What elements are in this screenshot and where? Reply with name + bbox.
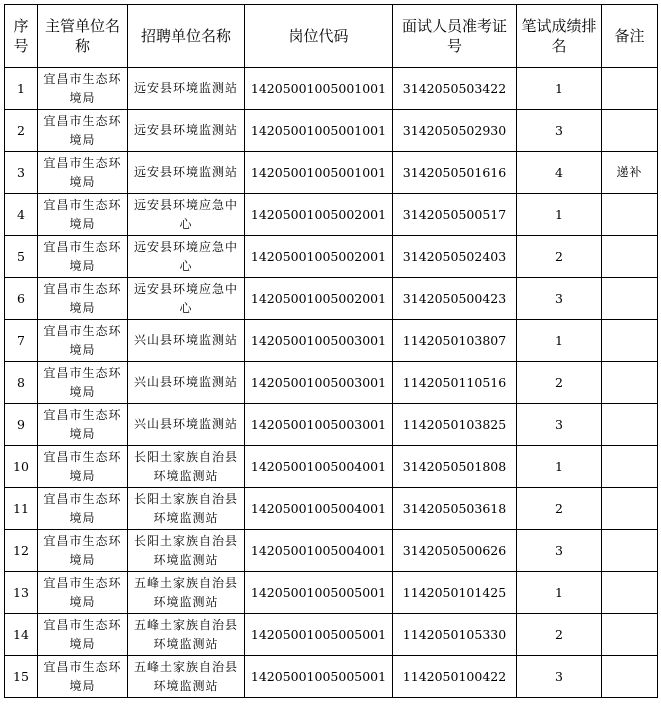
- position-code-cell: 14205001005003001: [245, 404, 393, 446]
- admission-ticket-cell: 3142050500517: [393, 194, 517, 236]
- table-row: [5, 446, 658, 488]
- supervising-unit-cell: 宜昌市生态环境局: [38, 530, 128, 572]
- position-code-cell: 14205001005003001: [245, 320, 393, 362]
- header-admission-ticket-number: 面试人员准考证号: [393, 5, 517, 68]
- remarks-cell: [602, 614, 658, 656]
- written-exam-rank-cell: 2: [517, 614, 602, 656]
- serial-number-cell: 2: [5, 110, 38, 152]
- admission-ticket-cell: 1142050110516: [393, 362, 517, 404]
- admission-ticket-cell: 3142050503618: [393, 488, 517, 530]
- remarks-cell: [602, 194, 658, 236]
- recruiting-unit-cell: 远安县环境监测站: [128, 110, 245, 152]
- serial-number-cell: 6: [5, 278, 38, 320]
- written-exam-rank-cell: 2: [517, 362, 602, 404]
- table-row: [5, 572, 658, 614]
- recruiting-unit-cell: 兴山县环境监测站: [128, 320, 245, 362]
- remarks-cell: [602, 404, 658, 446]
- position-code-cell: 14205001005004001: [245, 530, 393, 572]
- table-body: [5, 68, 658, 698]
- interview-list-table: [4, 4, 658, 698]
- recruiting-unit-cell: 五峰土家族自治县环境监测站: [128, 572, 245, 614]
- supervising-unit-cell: 宜昌市生态环境局: [38, 572, 128, 614]
- written-exam-rank-cell: 4: [517, 152, 602, 194]
- recruiting-unit-cell: 五峰土家族自治县环境监测站: [128, 656, 245, 698]
- supervising-unit-cell: 宜昌市生态环境局: [38, 152, 128, 194]
- position-code-cell: 14205001005005001: [245, 572, 393, 614]
- supervising-unit-cell: 宜昌市生态环境局: [38, 278, 128, 320]
- header-serial-number: 序号: [5, 5, 38, 68]
- serial-number-cell: 4: [5, 194, 38, 236]
- written-exam-rank-cell: 1: [517, 194, 602, 236]
- admission-ticket-cell: 3142050500423: [393, 278, 517, 320]
- position-code-cell: 14205001005001001: [245, 152, 393, 194]
- table-row: [5, 488, 658, 530]
- serial-number-cell: 14: [5, 614, 38, 656]
- written-exam-rank-cell: 1: [517, 68, 602, 110]
- written-exam-rank-cell: 1: [517, 446, 602, 488]
- written-exam-rank-cell: 2: [517, 236, 602, 278]
- header-row: [5, 5, 658, 68]
- recruiting-unit-cell: 长阳土家族自治县环境监测站: [128, 446, 245, 488]
- serial-number-cell: 11: [5, 488, 38, 530]
- table-header: [5, 5, 658, 68]
- admission-ticket-cell: 1142050103825: [393, 404, 517, 446]
- table-row: [5, 236, 658, 278]
- written-exam-rank-cell: 3: [517, 110, 602, 152]
- serial-number-cell: 8: [5, 362, 38, 404]
- table-row: [5, 656, 658, 698]
- table-row: [5, 152, 658, 194]
- position-code-cell: 14205001005004001: [245, 488, 393, 530]
- table-row: [5, 68, 658, 110]
- written-exam-rank-cell: 1: [517, 572, 602, 614]
- table-row: [5, 614, 658, 656]
- recruiting-unit-cell: 远安县环境应急中心: [128, 236, 245, 278]
- remarks-cell: [602, 446, 658, 488]
- position-code-cell: 14205001005001001: [245, 110, 393, 152]
- serial-number-cell: 15: [5, 656, 38, 698]
- serial-number-cell: 13: [5, 572, 38, 614]
- table-row: [5, 362, 658, 404]
- serial-number-cell: 7: [5, 320, 38, 362]
- supervising-unit-cell: 宜昌市生态环境局: [38, 404, 128, 446]
- header-supervising-unit: 主管单位名称: [38, 5, 128, 68]
- serial-number-cell: 3: [5, 152, 38, 194]
- recruiting-unit-cell: 五峰土家族自治县环境监测站: [128, 614, 245, 656]
- position-code-cell: 14205001005005001: [245, 656, 393, 698]
- supervising-unit-cell: 宜昌市生态环境局: [38, 656, 128, 698]
- admission-ticket-cell: 3142050502403: [393, 236, 517, 278]
- recruiting-unit-cell: 长阳土家族自治县环境监测站: [128, 488, 245, 530]
- remarks-cell: [602, 320, 658, 362]
- header-remarks: 备注: [602, 5, 658, 68]
- admission-ticket-cell: 3142050501616: [393, 152, 517, 194]
- written-exam-rank-cell: 3: [517, 530, 602, 572]
- admission-ticket-cell: 1142050100422: [393, 656, 517, 698]
- position-code-cell: 14205001005002001: [245, 278, 393, 320]
- recruiting-unit-cell: 兴山县环境监测站: [128, 404, 245, 446]
- supervising-unit-cell: 宜昌市生态环境局: [38, 362, 128, 404]
- recruiting-unit-cell: 远安县环境监测站: [128, 68, 245, 110]
- serial-number-cell: 10: [5, 446, 38, 488]
- recruiting-unit-cell: 长阳土家族自治县环境监测站: [128, 530, 245, 572]
- serial-number-cell: 9: [5, 404, 38, 446]
- written-exam-rank-cell: 3: [517, 404, 602, 446]
- position-code-cell: 14205001005002001: [245, 194, 393, 236]
- admission-ticket-cell: 1142050101425: [393, 572, 517, 614]
- supervising-unit-cell: 宜昌市生态环境局: [38, 68, 128, 110]
- table-row: [5, 530, 658, 572]
- written-exam-rank-cell: 3: [517, 278, 602, 320]
- table-row: [5, 404, 658, 446]
- serial-number-cell: 12: [5, 530, 38, 572]
- table-row: [5, 320, 658, 362]
- recruiting-unit-cell: 兴山县环境监测站: [128, 362, 245, 404]
- admission-ticket-cell: 3142050503422: [393, 68, 517, 110]
- position-code-cell: 14205001005005001: [245, 614, 393, 656]
- admission-ticket-cell: 1142050105330: [393, 614, 517, 656]
- remarks-cell: [602, 110, 658, 152]
- position-code-cell: 14205001005004001: [245, 446, 393, 488]
- written-exam-rank-cell: 1: [517, 320, 602, 362]
- position-code-cell: 14205001005001001: [245, 68, 393, 110]
- supervising-unit-cell: 宜昌市生态环境局: [38, 320, 128, 362]
- supervising-unit-cell: 宜昌市生态环境局: [38, 614, 128, 656]
- admission-ticket-cell: 1142050103807: [393, 320, 517, 362]
- recruiting-unit-cell: 远安县环境监测站: [128, 152, 245, 194]
- written-exam-rank-cell: 3: [517, 656, 602, 698]
- remarks-cell: 递补: [602, 152, 658, 194]
- table-row: [5, 278, 658, 320]
- serial-number-cell: 5: [5, 236, 38, 278]
- admission-ticket-cell: 3142050500626: [393, 530, 517, 572]
- supervising-unit-cell: 宜昌市生态环境局: [38, 194, 128, 236]
- remarks-cell: [602, 362, 658, 404]
- table-row: [5, 110, 658, 152]
- header-position-code: 岗位代码: [245, 5, 393, 68]
- header-recruiting-unit: 招聘单位名称: [128, 5, 245, 68]
- admission-ticket-cell: 3142050501808: [393, 446, 517, 488]
- position-code-cell: 14205001005003001: [245, 362, 393, 404]
- table-row: [5, 194, 658, 236]
- written-exam-rank-cell: 2: [517, 488, 602, 530]
- supervising-unit-cell: 宜昌市生态环境局: [38, 488, 128, 530]
- admission-ticket-cell: 3142050502930: [393, 110, 517, 152]
- remarks-cell: [602, 572, 658, 614]
- supervising-unit-cell: 宜昌市生态环境局: [38, 446, 128, 488]
- serial-number-cell: 1: [5, 68, 38, 110]
- remarks-cell: [602, 656, 658, 698]
- recruiting-unit-cell: 远安县环境应急中心: [128, 194, 245, 236]
- supervising-unit-cell: 宜昌市生态环境局: [38, 110, 128, 152]
- supervising-unit-cell: 宜昌市生态环境局: [38, 236, 128, 278]
- remarks-cell: [602, 68, 658, 110]
- position-code-cell: 14205001005002001: [245, 236, 393, 278]
- remarks-cell: [602, 278, 658, 320]
- remarks-cell: [602, 530, 658, 572]
- remarks-cell: [602, 488, 658, 530]
- header-written-exam-rank: 笔试成绩排名: [517, 5, 602, 68]
- remarks-cell: [602, 236, 658, 278]
- recruiting-unit-cell: 远安县环境应急中心: [128, 278, 245, 320]
